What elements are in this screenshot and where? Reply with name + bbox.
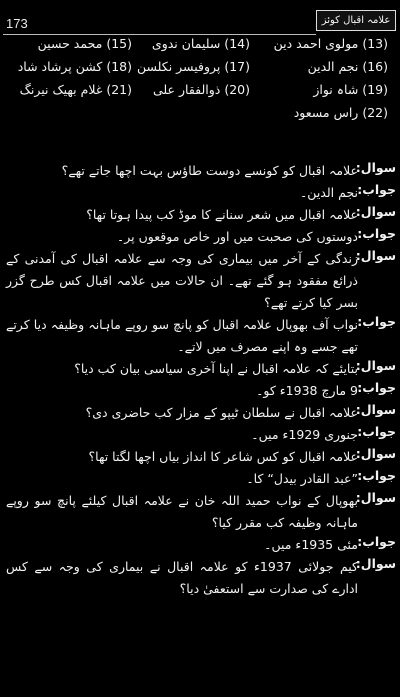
book-title-badge: علامہ اقبال کوئز — [316, 10, 396, 31]
name-item: (18) کشن پرشاد شاد — [17, 59, 132, 74]
question-label: سوال: — [355, 446, 396, 461]
answer-label: جواب: — [357, 424, 396, 439]
question-block — [0, 556, 400, 600]
names-row — [0, 82, 400, 105]
name-item: (19) شاہ نواز — [313, 82, 388, 97]
question-label: سوال: — [355, 248, 396, 263]
page-header — [0, 0, 400, 36]
question-label: سوال: — [355, 358, 396, 373]
question-text: علامہ اقبال نے سلطان ٹیپو کے مزار کب حاضری دی؟ — [85, 405, 358, 420]
answer-text: جنوری 1929ء میں۔ — [251, 427, 358, 442]
names-row — [0, 59, 400, 82]
question-text: علامہ اقبال میں شعر سنانے کا موڈ کب پیدا ہوتا تھا؟ — [86, 207, 358, 222]
question-label: سوال: — [355, 160, 396, 175]
question-text: کیم جولائی 1937ء کو علامہ اقبال نے بیماری کی وجہ سے کس ادارے کی صدارت سے استعفیٰ دیا؟ — [6, 559, 358, 596]
names-list — [0, 36, 400, 128]
answer-block — [0, 380, 400, 402]
answer-block — [0, 534, 400, 556]
question-block — [0, 358, 400, 380]
answer-block — [0, 314, 400, 358]
question-block — [0, 248, 400, 314]
question-label: سوال: — [355, 204, 396, 219]
question-text: علامہ اقبال کو کس شاعر کا انداز بیاں اچھا لگتا تھا؟ — [88, 449, 358, 464]
answer-label: جواب: — [357, 226, 396, 241]
name-item: (21) غلام بھیک نیرنگ — [19, 82, 132, 97]
question-block — [0, 490, 400, 534]
page-number: 173 — [6, 16, 28, 31]
question-text: بھوپال کے نواب حمید اللہ خان نے علامہ اقبال کیلئے پانچ سو روپے ماہانہ وظیفہ کب مقرر کیا؟ — [6, 493, 358, 530]
question-block — [0, 204, 400, 226]
answer-label: جواب: — [357, 380, 396, 395]
name-item: (15) محمد حسین — [37, 36, 132, 51]
answer-block — [0, 424, 400, 446]
answer-block — [0, 182, 400, 204]
answer-text: نجم الدین۔ — [299, 185, 358, 200]
question-label: سوال: — [355, 556, 396, 571]
question-label: سوال: — [355, 402, 396, 417]
name-item: (13) مولوی احمد دین — [273, 36, 388, 51]
name-item: (20) ذوالفقار علی — [152, 82, 250, 97]
answer-label: جواب: — [357, 314, 396, 329]
question-block — [0, 402, 400, 424]
answer-label: جواب: — [357, 468, 396, 483]
question-text: بتایئے کہ علامہ اقبال نے اپنا آخری سیاسی بیان کب دیا؟ — [74, 361, 358, 376]
header-rule — [3, 34, 316, 35]
qa-list — [0, 160, 400, 600]
name-item: (22) راس مسعود — [293, 105, 388, 120]
names-row — [0, 105, 400, 128]
answer-label: جواب: — [357, 534, 396, 549]
answer-block — [0, 226, 400, 248]
question-block — [0, 160, 400, 182]
name-item: (16) نجم الدین — [307, 59, 388, 74]
answer-text: دوستوں کی صحبت میں اور خاص موقعوں پر۔ — [116, 229, 358, 244]
answer-block — [0, 468, 400, 490]
question-text: زندگی کے آخر میں بیماری کی وجہ سے علامہ اقبال کی آمدنی کے ذرائع مفقود ہو گئے تھے۔ ان حالات میں علامہ اقبال کس طرح گزر بسر کیا کرتے تھے؟ — [6, 251, 358, 310]
question-text: علامہ اقبال کو کونسے دوست طاؤس بہت اچھا جاتے تھے؟ — [61, 163, 358, 178]
name-item: (17) پروفیسر نکلسن — [136, 59, 250, 74]
answer-text: مئی 1935ء میں۔ — [264, 537, 358, 552]
names-row — [0, 36, 400, 59]
question-block — [0, 446, 400, 468]
answer-text: نواب آف بھوپال علامہ اقبال کو پانچ سو روپے ماہانہ وظیفہ دیا کرتے تھے جسے وہ اپنے مصرف میں لاتے۔ — [6, 317, 358, 354]
question-label: سوال: — [355, 490, 396, 505]
answer-text: 9 مارچ 1938ء کو۔ — [256, 383, 358, 398]
answer-label: جواب: — [357, 182, 396, 197]
name-item: (14) سلیمان ندوی — [151, 36, 250, 51]
answer-text: ”عبد القادر بیدل“ کا۔ — [246, 471, 358, 486]
